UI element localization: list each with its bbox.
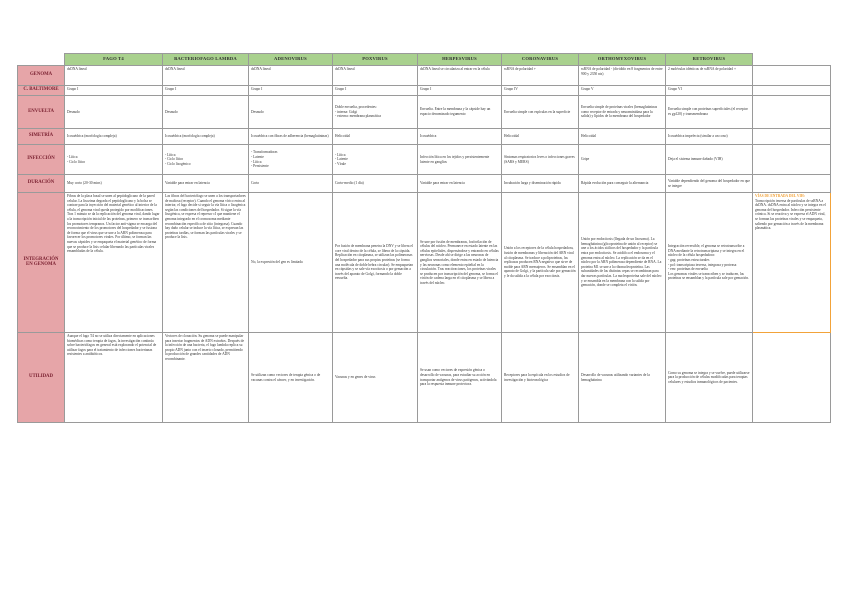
table-cell[interactable]: Unión a los receptores de la célula hospedadora, fusión de membranas y liberación del ARN viral al citoplasma. Se traduce a poliproteínas, las replicasas producen RNA negativo que sirve de molde para ARN mensajeros. Se ensamblan en el aparato de Golgi, y la partícula sale por gemación y le da salida a la célula por exocitosis. — [502, 193, 579, 333]
table-cell[interactable]: Helicoidal — [333, 129, 418, 145]
table-cell[interactable]: Por fusión de membrana penetra la DNV y se libera el core viral dentro de la célula, se libera de la cápsida. Replicación en citoplasma, se utilizan las polimerasas del hospedador para sus propias proteínas (se forma una molécula de doble hebra circular). Se empaquetan en cápsidas y se sale vía exocitosis o por gemación a través del aparato de Golgi, formando la doble envuelta. — [333, 193, 418, 333]
table-cell[interactable]: Corto-medio (1 día) — [333, 175, 418, 193]
table-cell[interactable]: Envuelta simple con espículas en la superficie — [502, 96, 579, 129]
table-cell[interactable]: Icosaédrica impefecta (similar a un cono) — [666, 129, 753, 145]
table-cell[interactable]: Envuelta simple con proteínas superficiales (el receptor es gp120) y transmembrana — [666, 96, 753, 129]
table-cell[interactable]: Rápida evolución para conseguir la alternancia — [579, 175, 666, 193]
column-header[interactable]: ORTHOMYXOVIRUS — [579, 54, 666, 66]
row-label[interactable]: C. BALTIMORE — [18, 86, 65, 96]
table-cell[interactable]: Incubación larga y diseminación rápida — [502, 175, 579, 193]
column-header[interactable]: BACTERIOFAGO LAMBDA — [163, 54, 249, 66]
column-header[interactable]: HERPESVIRUS — [418, 54, 502, 66]
table-cell[interactable]: ssRNA de polaridad + — [502, 66, 579, 86]
table-cell[interactable]: Doble envuelta, procedentes: - interna: Golgi - externa: membrana plasmática — [333, 96, 418, 129]
table-cell[interactable]: Icosaédrica (morfología compleja) — [163, 129, 249, 145]
row-label[interactable]: UTILIDAD — [18, 333, 65, 423]
virus-comparison-table — [17, 53, 831, 423]
table-cell[interactable]: Icosaédrica con fibras de adherencia (hemaglutininas) — [249, 129, 333, 145]
table-cell[interactable]: Variable para entrar en latencia — [163, 175, 249, 193]
table-cell[interactable]: Se usan como vectores de expresión génica o desarrollo de vacunas, para estudiar su acción en transportar antígenos de virus patógenos, activándola para la respuesta inmune protectora. — [418, 333, 502, 423]
table-cell[interactable]: Helicoidal — [579, 129, 666, 145]
table-cell[interactable]: Grupo VI — [666, 86, 753, 96]
row-label[interactable]: ENVUELTA — [18, 96, 65, 129]
table-cell[interactable]: dsDNA lineal — [249, 66, 333, 86]
table-cell[interactable]: - Lítica - Ciclo lítico - Ciclo lisogénico — [163, 145, 249, 175]
table-cell[interactable]: dsDNA lineal se circulariza al entrar en la célula — [418, 66, 502, 86]
table-cell[interactable]: Aunque el fago T4 no se utiliza directamente en aplicaciones biomédicas como terapia de fagos, la investigación continúa sobre bacteriófagos en general está explorando el potencial de utilizar fagos para el tratamiento de infecciones bacterianas resistentes a antibióticos. — [65, 333, 163, 423]
table-cell[interactable]: Desarrollo de vacunas utilizando variantes de la hemaglutinina — [579, 333, 666, 423]
empty-cell — [753, 145, 831, 175]
table-row-integracion — [18, 193, 831, 333]
table-cell[interactable]: Envuelta. Entre la membrana y la cápside hay un espacio denominado tegumento — [418, 96, 502, 129]
table-cell[interactable]: Receptores para la espícula en los estudios de investigación y biotecnológica — [502, 333, 579, 423]
table-cell[interactable]: ssRNA de polaridad - (dividido en 8 fragmentos de entre 900 y 2350 nts) — [579, 66, 666, 86]
table-cell[interactable]: Infección lítica en los tejidos y persistentemente latente en ganglios — [418, 145, 502, 175]
table-cell[interactable]: Integración reversible, el genoma se retrotranscribe a DNA mediante la retrotranscriptasa y se integra en el núcleo de la célula hospedadora: - gag: proteínas estructurales - pol: transcriptasa inversa, integrasa y proteasa - env: proteínas de envuelta Los genomas virales se transcriben y se traducen, las proteínas se ensamblan y la partícula sale por gemación. — [666, 193, 753, 333]
table-cell[interactable]: Desnudo — [163, 96, 249, 129]
table-cell[interactable]: 2 moléculas idénticas de ssRNA de polaridad + — [666, 66, 753, 86]
table-cell[interactable]: Envuelta simple de proteínas virales (hemaglutininas como receptor de entrada y neuraminidasa para la salida) y lípidos de la membrana del hospedador — [579, 96, 666, 129]
column-header[interactable]: CORONAVIRUS — [502, 54, 579, 66]
column-header[interactable]: ADENOVIRUS — [249, 54, 333, 66]
highlight-body: Transcripción inversa de partículas de ssRNA a dsDNA. dsDNA entra al núcleo y se integra en el genoma del hospedador. Infección persistente crónica. Si se reactiva y se expresa el ADN viral, se forman las proteínas virales y se empaqueta, saliendo por gemación a través de la membrana plasmática. — [755, 198, 826, 231]
column-header[interactable]: POXVIRUS — [333, 54, 418, 66]
table-cell[interactable]: - Transformadoras - Latente - Lítica - Persistente — [249, 145, 333, 175]
table-cell[interactable]: Icosaédrica (morfología compleja) — [65, 129, 163, 145]
table-cell[interactable]: Grupo I — [163, 86, 249, 96]
table-cell[interactable]: - Lítica - Latente - Vírale — [333, 145, 418, 175]
corner-cell — [18, 54, 65, 66]
table-cell[interactable]: Grupo I — [333, 86, 418, 96]
table-row-baltimore — [18, 86, 831, 96]
table-cell[interactable]: Vacunas y en genes de virus — [333, 333, 418, 423]
table-cell[interactable]: Grupo I — [65, 86, 163, 96]
table-cell[interactable]: Corto — [249, 175, 333, 193]
table-cell[interactable]: dsDNA lineal — [65, 66, 163, 86]
table-cell[interactable]: Fibras de la placa basal se unen al peptidoglicano de la pared celular. La lisozima degrada el peptidoglicano y la bolsa se contrae para la inyección del material genético al interior de la célula, el genoma viral queda protegido por modificaciones. Tras 1 minuto se da la replicación del genoma viral, dando lugar a la transcripción inicial de las proteínas, primero se transcriben los promotores tempranos. Un factor anti-sigma se encarga del reconocimiento de los promotores del hospedador y se fusiona de forma que el virus que se une a la ARN polimerasa para favorecer los promotores virales. Por último, se forman las nuevas cápsides y se empaqueta el material genético de forma que se produce la lisis celular liberando las partículas virales ensambladas de la célula. — [65, 193, 163, 333]
row-label[interactable]: INTEGRACIÓN EN GENOMA — [18, 193, 65, 333]
empty-cell — [753, 96, 831, 129]
table-cell[interactable]: - Lítica - Ciclo lítico — [65, 145, 163, 175]
table-cell[interactable]: Vectores de clonación. Su genoma se puede manipular para insertar fragmentos de ADN extraños. Después de la infección de una bacteria, el fago lambda replica su propio ADN junto con el inserto clonado, permitiendo la producción de grandes cantidades de ADN recombinante. — [163, 333, 249, 423]
table-cell[interactable]: Unión por endocitosis (llegada de un lisosoma). La hemaglutinina (glicoproteína de unión al receptor) se une a los ácidos siálicos del hospedador y la partícula entra por endocitosis. Se acidifica el endosoma y el genoma entra al núcleo. La replicación se da en el núcleo por la ARN polimerasa dependiente de RNA. La proteína M1 se une a la ribonucleoproteína. Las subunidades de las distintas cepas se recombinan para dar nuevas partículas. La nucleoproteína sale del núcleo y se ensambla en la membrana con la salida por gemación, donde se completa el virión. — [579, 193, 666, 333]
table-row-duracion — [18, 175, 831, 193]
table-cell[interactable]: Icosaédrica — [418, 129, 502, 145]
row-label[interactable]: DURACIÓN — [18, 175, 65, 193]
header-row — [18, 54, 831, 66]
empty-cell — [753, 333, 831, 423]
table-cell[interactable]: Grupo I — [249, 86, 333, 96]
corner-cell — [753, 54, 831, 66]
table-row-utilidad — [18, 333, 831, 423]
table-cell[interactable]: Deja el sistema inmune dañado (VIH) — [666, 145, 753, 175]
row-label[interactable]: SIMETRÍA — [18, 129, 65, 145]
table-cell[interactable]: Gripe — [579, 145, 666, 175]
table-cell[interactable]: Variable para entrar en latencia — [418, 175, 502, 193]
table-cell[interactable]: Se utilizan como vectores de terapia génica o de vacunas contra el cáncer, y en investigación. — [249, 333, 333, 423]
table-cell[interactable]: Grupo I — [418, 86, 502, 96]
highlighted-note-cell[interactable] — [753, 193, 831, 333]
column-header[interactable]: RETROVIRUS — [666, 54, 753, 66]
table-cell[interactable]: Variable dependiendo del genoma del hospedador en que se integre — [666, 175, 753, 193]
table-cell[interactable]: Síntomas respiratorios leves o infecciones graves (SARS y MERS) — [502, 145, 579, 175]
row-label[interactable]: INFECCIÓN — [18, 145, 65, 175]
table-row-infeccion — [18, 145, 831, 175]
empty-cell — [753, 129, 831, 145]
empty-cell — [753, 175, 831, 193]
column-header[interactable]: FAGO T4 — [65, 54, 163, 66]
table-row-envuelta — [18, 96, 831, 129]
table-cell[interactable]: Se une por fusión de membranas, fosforilación de células del núcleo. Permanece en estado latente en las células epiteliales, dispersándose y entrando en células nerviosas. Desde ahí se dirige a las neuronas de ganglios sensoriales, donde entra en estado de latencia y las neuronas como elemento epitelial en la circulación. Tras reactivaciones, los proteínas virales se producen por transcripción del genoma, se forma el virión de cadena larga en el citoplasma y se libera a través del núcleo. — [418, 193, 502, 333]
table-cell[interactable]: Grupo V — [579, 86, 666, 96]
table-cell[interactable]: dsDNA lineal — [333, 66, 418, 86]
highlight-heading: VÍAS DE ENTRADA DEL VIH: — [755, 194, 805, 198]
table-cell[interactable]: dsDNA lineal — [163, 66, 249, 86]
table-cell[interactable]: Desnudo — [249, 96, 333, 129]
table-cell[interactable]: Desnudo — [65, 96, 163, 129]
table-cell[interactable]: Helicoidal — [502, 129, 579, 145]
table-cell[interactable]: No, la expresión del gen es limitada — [249, 193, 333, 333]
table-cell[interactable]: Muy corto (20-30 mins) — [65, 175, 163, 193]
table-cell[interactable]: Las fibras del bacteriófago se unen a los transportadores de maltosa (receptor). Cuando el genoma vírico entra al interior, el fago decide si seguir la vía lítica o lisogénica según las condiciones del hospedador. Si sigue la vía lisogénica, se expresa el represor cI que mantiene el genoma integrado en el cromosoma mediante recombinación específica de sitio (integrasa). Cuando hay daño celular se induce la vía lítica, se expresan las proteínas tardías, se forman las partículas virales y se produce la lisis. — [163, 193, 249, 333]
empty-cell — [753, 66, 831, 86]
table-row-simetria — [18, 129, 831, 145]
table-cell[interactable]: Como su genoma se integra y se vuelve, puede utilizarse para la producción de células modificadas para terapias celulares y estudios inmunológicos de pacientes. — [666, 333, 753, 423]
table-cell[interactable]: Grupo IV — [502, 86, 579, 96]
row-label[interactable]: GENOMA — [18, 66, 65, 86]
empty-cell — [753, 86, 831, 96]
comparison-sheet — [17, 53, 830, 423]
table-row-genoma — [18, 66, 831, 86]
